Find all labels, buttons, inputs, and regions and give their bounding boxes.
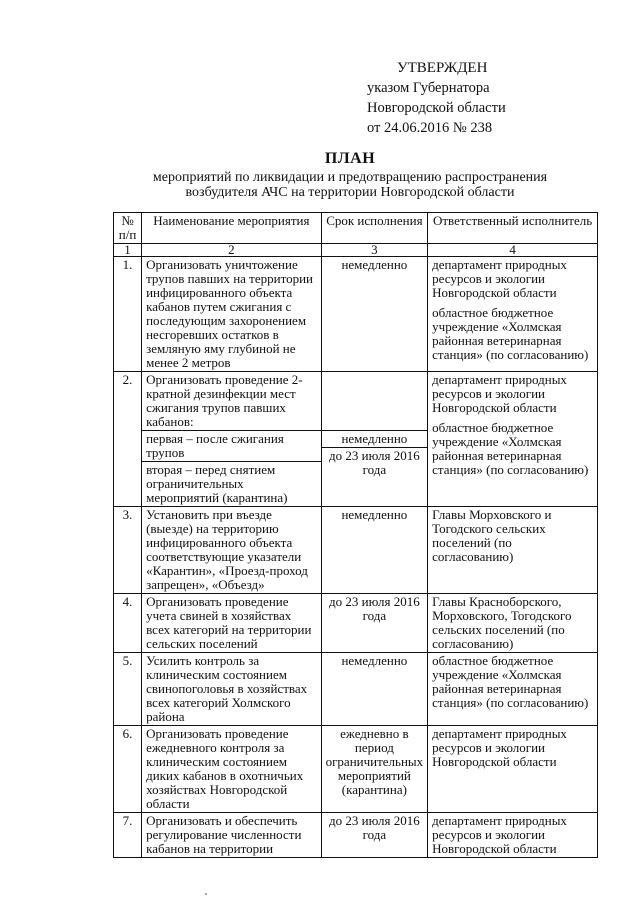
row-number: 6. xyxy=(114,726,142,813)
column-number-row xyxy=(114,244,598,257)
document-title: ПЛАН xyxy=(324,150,376,167)
measure-name: Организовать и обеспечить регулирование численности кабанов на территории xyxy=(142,813,322,858)
measure-term: до 23 июля 2016 года xyxy=(321,594,428,653)
approval-line-3: от 24.06.2016 № 238 xyxy=(367,120,493,136)
responsible-executor: департамент природных ресурсов и экологии Новгородской области xyxy=(428,726,598,813)
measure-term: немедленно xyxy=(321,507,428,594)
responsible-executor: Главы Красноборского, Морховского, Тогодского сельских поселений (по согласованию) xyxy=(428,594,598,653)
table-row xyxy=(114,372,598,507)
responsible-cell xyxy=(428,372,598,507)
row-number: 1. xyxy=(114,257,142,372)
responsible-executor: Главы Морховского и Тогодского сельских поселений (по согласованию) xyxy=(428,507,598,594)
measure-subitem-name: вторая – перед снятием ограничительных мероприятий (карантина) xyxy=(142,461,321,506)
header-name: Наименование мероприятия xyxy=(142,213,322,244)
measure-name: Организовать проведение ежедневного контроля за клиническим состоянием диких кабанов в охотничьих хозяйствах Новгородской области xyxy=(142,726,322,813)
measure-term: ежедневно в период ограничительных мероприятий (карантина) xyxy=(321,726,428,813)
column-number: 4 xyxy=(428,244,598,257)
table-row xyxy=(114,726,598,813)
measure-term: немедленно xyxy=(321,257,428,372)
responsible-executor: областное бюджетное учреждение «Холмская районная ветеринарная станция» (по согласованию) xyxy=(428,653,598,726)
measure-name: Организовать проведение учета свиней в хозяйствах всех категорий на территории сельских поселений xyxy=(142,594,322,653)
header-term: Срок исполнения xyxy=(321,213,428,244)
approval-line-1: указом Губернатора xyxy=(367,80,490,96)
table-header-row xyxy=(114,213,598,244)
scan-speck xyxy=(205,893,207,895)
document-subtitle-line-2: возбудителя АЧС на территории Новгородской области xyxy=(185,185,515,200)
empty-term xyxy=(322,372,428,430)
header-resp: Ответственный исполнитель xyxy=(428,213,598,244)
table-row xyxy=(114,507,598,594)
measure-name: Организовать уничтожение трупов павших на территории инфицированного объекта кабанов путем сжигания с последующим захоронением несгоревших остатков в земляную яму глубиной не менее 2 метров xyxy=(142,257,322,372)
row-number: 2. xyxy=(114,372,142,507)
row-number: 3. xyxy=(114,507,142,594)
approval-line-2: Новгородской области xyxy=(367,100,506,116)
column-number: 1 xyxy=(114,244,142,257)
measure-subitem-term: немедленно xyxy=(322,430,428,447)
responsible-cell xyxy=(428,257,598,372)
row-number: 4. xyxy=(114,594,142,653)
approval-block xyxy=(367,58,506,138)
measure-term: немедленно xyxy=(321,653,428,726)
plan-table xyxy=(113,212,598,858)
responsible-executor: областное бюджетное учреждение «Холмская районная ветеринарная станция» (по согласованию) xyxy=(432,305,589,362)
measure-subitem-name: первая – после сжигания трупов xyxy=(142,430,321,461)
column-number: 2 xyxy=(142,244,322,257)
column-number: 3 xyxy=(321,244,428,257)
responsible-executor: департамент природных ресурсов и экологии Новгородской области xyxy=(432,372,567,415)
measure-name-cell xyxy=(142,372,322,507)
measure-name: Организовать проведение 2-кратной дезинфекции мест сжигания трупов павших кабанов: xyxy=(146,372,303,429)
measure-name: Усилить контроль за клиническим состоянием свинопоголовья в хозяйствах всех категорий Холмского района xyxy=(142,653,322,726)
table-row xyxy=(114,594,598,653)
measure-name: Установить при въезде (выезде) на территорию инфицированного объекта соответствующие указатели «Карантин», «Проезд-проход запрещен», «Объезд» xyxy=(142,507,322,594)
document-subtitle-line-1: мероприятий по ликвидации и предотвращению распространения xyxy=(152,170,548,185)
approval-heading: УТВЕРЖДЕН xyxy=(397,60,488,76)
row-number: 5. xyxy=(114,653,142,726)
document-title-block xyxy=(110,150,590,200)
table-row xyxy=(114,653,598,726)
responsible-executor: департамент природных ресурсов и экологии Новгородской области xyxy=(428,813,598,858)
measure-subitem-term: до 23 июля 2016 года xyxy=(322,447,428,478)
header-num: № п/п xyxy=(114,213,142,244)
responsible-executor: областное бюджетное учреждение «Холмская районная ветеринарная станция» (по согласованию) xyxy=(432,420,589,477)
table-row xyxy=(114,257,598,372)
table-row xyxy=(114,813,598,858)
row-number: 7. xyxy=(114,813,142,858)
measure-term-cell xyxy=(321,372,428,507)
responsible-executor: департамент природных ресурсов и экологии Новгородской области xyxy=(432,257,567,300)
measure-term: до 23 июля 2016 года xyxy=(321,813,428,858)
